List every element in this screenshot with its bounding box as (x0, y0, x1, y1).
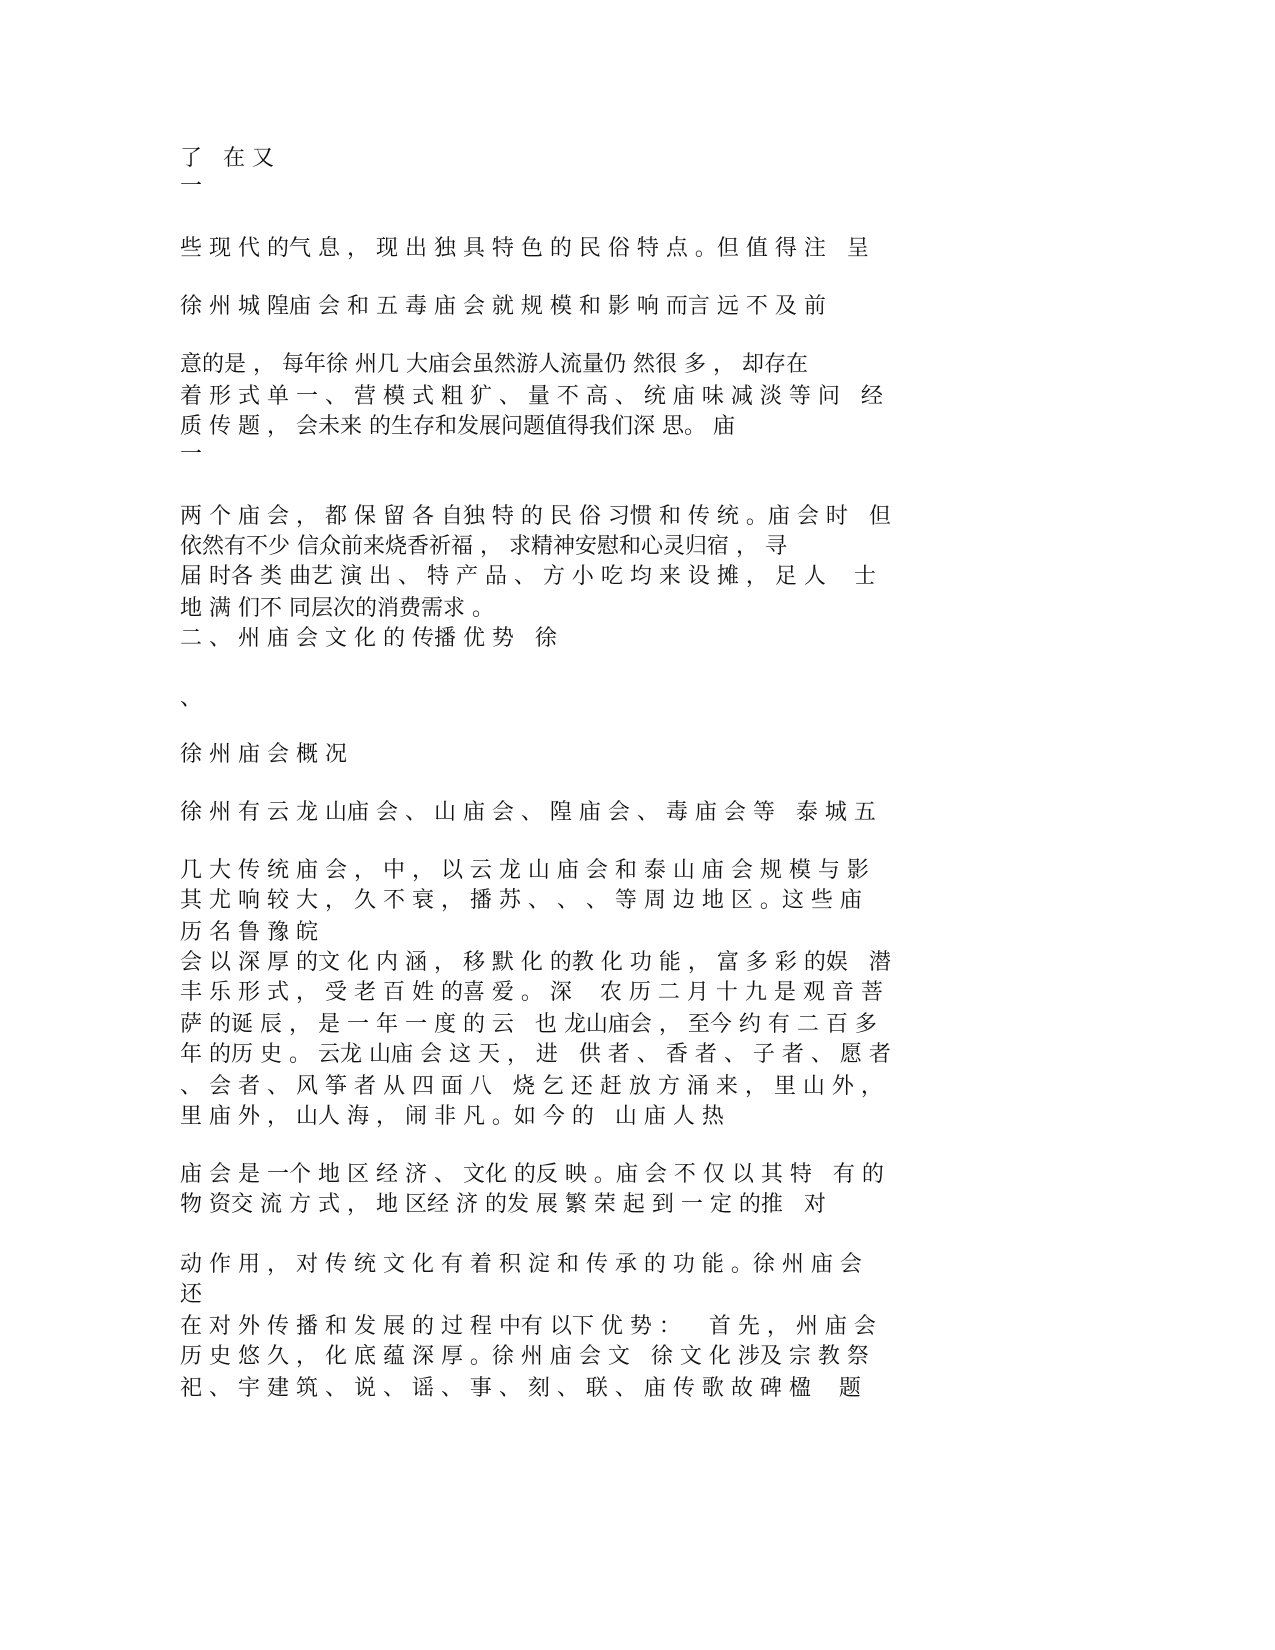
text-line: 里 庙 外 ， 山人 海 ， 闹 非 凡 。如 今 的 山 庙 人 热 (180, 1104, 724, 1129)
text-line: 届 时各 类 曲艺 演 出 、 特 产 品 、 方 小 吃 均 来 设 摊 ， 足 人 士 (180, 564, 876, 589)
text-line: 祀 、 宇 建 筑 、 说 、 谣 、 事 、 刻 、 联 、 庙 传 歌 故 碑 楹 题 (180, 1376, 861, 1401)
text-line: 二 、 州 庙 会 文 化 的 传播 优 势 徐 (180, 626, 557, 651)
text-line: 质 传 题 ， 会未来 的生存和发展问题值得我们深 思。 庙 (180, 414, 735, 439)
text-line: 着 形 式 单 一 、 营 模 式 粗 犷 、 量 不 高 、 统 庙 味 减 淡 等 问 经 (180, 384, 883, 409)
text-line: 地 满 们不 同层次的消费需求 。 (180, 596, 494, 621)
text-line: 、 (180, 686, 203, 711)
text-line: 在 对 外 传 播 和 发 展 的 过 程 中有 以下 优 势 ： 首 先 ， 州 庙 会 (180, 1314, 876, 1339)
text-line: 徐 州 有 云 龙 山庙 会 、 山 庙 会 、 隍 庙 会 、 毒 庙 会 等 泰 城 五 (180, 800, 876, 825)
text-line: 萨 的诞 辰 ， 是 一 年 一 度 的 云 也 龙山庙会 ， 至今 约 有 二 百 多 (180, 1012, 877, 1037)
text-line: 徐 州 城 隍庙 会 和 五 毒 庙 会 就 规 模 和 影 响 而言 远 不 及 前 (180, 294, 826, 319)
text-line: 历 史 悠 久 ， 化 底 蕴 深 厚 。徐 州 庙 会 文 徐 文 化 涉及 宗 教 祭 (180, 1344, 869, 1369)
text-line: 意的是 ， 每年徐 州几 大庙会虽然游人流量仍 然很 多 ， 却存在 (180, 352, 808, 377)
text-line: 丰 乐 形 式 ， 受 老 百 姓 的喜 爱 。 深 农 历 二 月 十 九 是 观 音 菩 (180, 980, 883, 1005)
text-line: 一 (180, 442, 203, 467)
text-line: 、 会 者 、 风 筝 者 从 四 面 八 烧 乞 还 赶 放 方 涌 来 ， 里 山 外 ， (180, 1074, 883, 1099)
text-line: 一 (180, 174, 203, 199)
text-line: 几 大 传 统 庙 会 ， 中 ， 以 云 龙 山 庙 会 和 泰 山 庙 会 规 模 与 影 (180, 858, 869, 883)
text-line: 依然有不少 信众前来烧香祈福 ， 求精神安慰和心灵归宿 ， 寻 (180, 534, 787, 559)
text-line: 两 个 庙 会 ， 都 保 留 各 自独 特 的 民 俗 习惯 和 传 统 。庙 会 时 但 (180, 504, 891, 529)
text-line: 些 现 代 的气 息 ， 现 出 独 具 特 色 的 民 俗 特 点 。但 值 得 注 呈 (180, 236, 869, 261)
text-line: 了 在 又 (180, 146, 274, 171)
text-line: 历 名 鲁 豫 皖 (180, 920, 318, 945)
text-line: 动 作 用 ， 对 传 统 文 化 有 着 积 淀 和 传 承 的 功 能 。徐 州 庙 会 (180, 1252, 862, 1277)
section-heading: 徐 州 庙 会 概 况 (180, 742, 347, 767)
text-line: 年 的历 史 。 云龙 山庙 会 这 天 ， 进 供 者 、 香 者 、 子 者 、 愿 者 (180, 1042, 891, 1067)
text-line: 其 尤 响 较 大 ， 久 不 衰 ， 播 苏 、 、 、 等 周 边 地 区 。这 些 庙 (180, 888, 862, 913)
text-line: 物 资交 流 方 式 ， 地 区经 济 的发 展 繁 荣 起 到 一 定 的推 对 (180, 1192, 826, 1217)
text-line: 会 以 深 厚 的文 化 内 涵 ， 移 默 化 的教 化 功 能 ， 富 多 彩 的娱 潜 (180, 950, 891, 975)
text-line: 庙 会 是 一个 地 区 经 济 、 文化 的反 映 。庙 会 不 仅 以 其 特 有 的 (180, 1162, 884, 1187)
text-line: 还 (180, 1282, 203, 1307)
